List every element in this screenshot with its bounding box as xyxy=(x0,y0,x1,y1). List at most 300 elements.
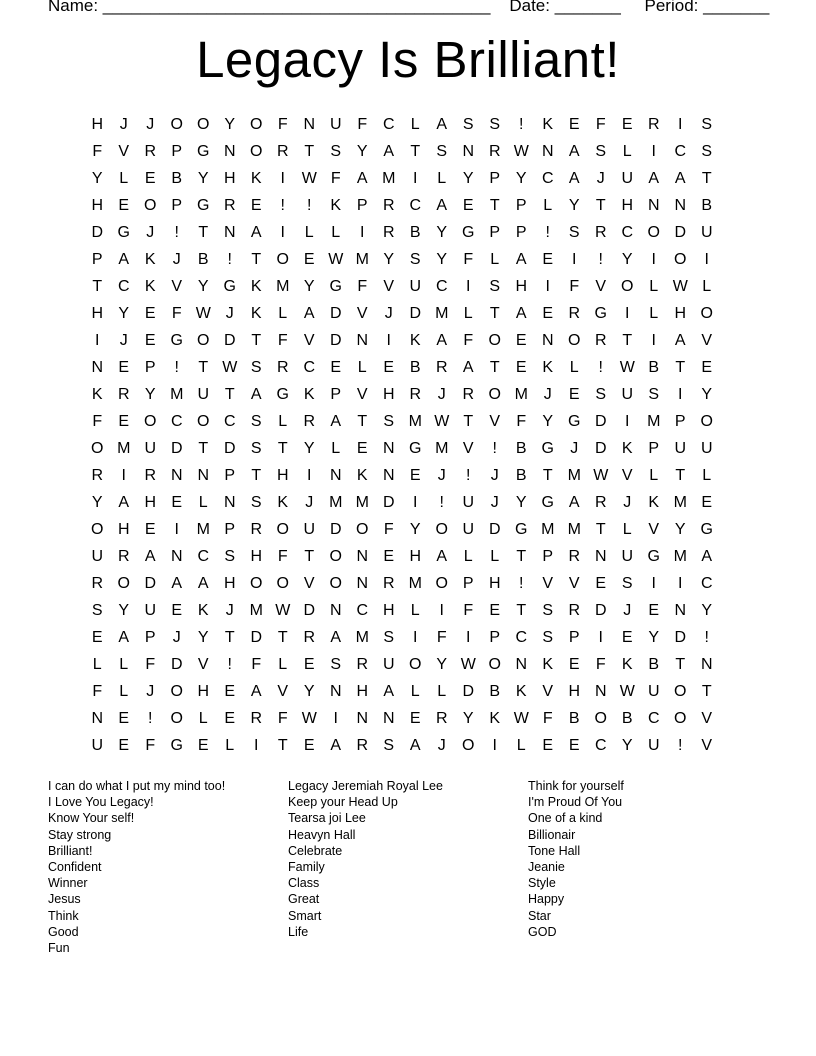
grid-letter[interactable]: I xyxy=(598,629,603,646)
grid-letter[interactable]: Y xyxy=(356,143,368,160)
grid-letter[interactable]: W xyxy=(619,359,635,376)
grid-letter[interactable]: B xyxy=(648,359,660,376)
grid-letter[interactable]: L xyxy=(463,305,473,322)
grid-letter[interactable]: W xyxy=(619,683,635,700)
grid-letter[interactable]: H xyxy=(197,683,210,700)
grid-letter[interactable]: I xyxy=(678,116,683,133)
grid-letter[interactable]: V xyxy=(489,413,501,430)
grid-letter[interactable]: N xyxy=(329,602,342,619)
grid-letter[interactable]: C xyxy=(621,224,634,241)
grid-letter[interactable]: S xyxy=(383,737,395,754)
grid-letter[interactable]: G xyxy=(647,548,660,565)
grid-letter[interactable]: N xyxy=(329,683,342,700)
grid-letter[interactable]: E xyxy=(621,116,633,133)
grid-letter[interactable]: D xyxy=(223,332,236,349)
grid-letter[interactable]: M xyxy=(673,494,687,511)
grid-letter[interactable]: H xyxy=(250,548,263,565)
grid-letter[interactable]: G xyxy=(276,386,289,403)
grid-letter[interactable]: I xyxy=(678,575,683,592)
grid-letter[interactable]: V xyxy=(303,332,315,349)
grid-letter[interactable]: R xyxy=(594,332,607,349)
grid-letter[interactable]: E xyxy=(250,197,262,214)
grid-letter[interactable]: W xyxy=(195,305,211,322)
grid-letter[interactable]: R xyxy=(303,629,316,646)
grid-letter[interactable]: I xyxy=(254,737,259,754)
grid-letter[interactable]: J xyxy=(437,467,446,484)
grid-letter[interactable]: I xyxy=(704,251,709,268)
grid-letter[interactable]: I xyxy=(280,224,285,241)
grid-letter[interactable]: S xyxy=(621,575,633,592)
grid-letter[interactable]: K xyxy=(197,602,209,619)
grid-letter[interactable]: T xyxy=(304,143,315,160)
grid-letter[interactable]: G xyxy=(568,413,581,430)
grid-letter[interactable]: N xyxy=(170,548,183,565)
grid-letter[interactable]: F xyxy=(92,413,103,430)
grid-letter[interactable]: Y xyxy=(621,251,633,268)
grid-letter[interactable]: ! xyxy=(280,197,285,214)
grid-letter[interactable]: W xyxy=(672,278,688,295)
grid-letter[interactable]: V xyxy=(277,683,289,700)
grid-letter[interactable]: Y xyxy=(224,116,236,133)
grid-letter[interactable]: R xyxy=(91,575,104,592)
grid-letter[interactable]: O xyxy=(117,575,130,592)
grid-letter[interactable]: R xyxy=(568,305,581,322)
grid-letter[interactable]: A xyxy=(568,170,580,187)
grid-letter[interactable]: R xyxy=(144,467,157,484)
grid-letter[interactable]: M xyxy=(170,386,184,403)
grid-letter[interactable]: M xyxy=(355,494,369,511)
grid-letter[interactable]: ! xyxy=(227,251,232,268)
grid-letter[interactable]: C xyxy=(223,413,236,430)
grid-letter[interactable]: A xyxy=(462,359,474,376)
grid-letter[interactable]: E xyxy=(409,710,421,727)
grid-letter[interactable]: T xyxy=(224,386,235,403)
grid-letter[interactable]: D xyxy=(329,305,342,322)
grid-letter[interactable]: N xyxy=(462,143,475,160)
grid-letter[interactable]: T xyxy=(198,224,209,241)
grid-letter[interactable]: T xyxy=(516,548,527,565)
grid-letter[interactable]: P xyxy=(462,575,474,592)
grid-letter[interactable]: F xyxy=(357,278,368,295)
grid-letter[interactable]: S xyxy=(462,116,474,133)
grid-letter[interactable]: N xyxy=(223,494,236,511)
grid-letter[interactable]: R xyxy=(435,710,448,727)
grid-letter[interactable]: L xyxy=(622,521,632,538)
grid-letter[interactable]: L xyxy=(225,737,235,754)
grid-letter[interactable]: D xyxy=(409,305,422,322)
grid-letter[interactable]: G xyxy=(541,440,554,457)
grid-letter[interactable]: D xyxy=(329,332,342,349)
grid-letter[interactable]: O xyxy=(170,116,183,133)
grid-letter[interactable]: K xyxy=(621,656,633,673)
grid-letter[interactable]: V xyxy=(568,575,580,592)
grid-letter[interactable]: L xyxy=(649,467,659,484)
grid-letter[interactable]: ! xyxy=(598,251,603,268)
period-field[interactable]: Period: _______ xyxy=(644,0,770,15)
grid-letter[interactable]: R xyxy=(594,224,607,241)
grid-letter[interactable]: E xyxy=(621,629,633,646)
grid-letter[interactable]: E xyxy=(118,737,130,754)
grid-letter[interactable]: E xyxy=(515,359,527,376)
grid-letter[interactable]: R xyxy=(356,656,369,673)
grid-letter[interactable]: S xyxy=(701,143,713,160)
grid-letter[interactable]: J xyxy=(225,602,234,619)
grid-letter[interactable]: S xyxy=(250,494,262,511)
grid-letter[interactable]: N xyxy=(91,710,104,727)
grid-letter[interactable]: T xyxy=(224,629,235,646)
grid-letter[interactable]: K xyxy=(277,494,289,511)
grid-letter[interactable]: O xyxy=(197,413,210,430)
grid-letter[interactable]: S xyxy=(409,251,421,268)
grid-letter[interactable]: I xyxy=(307,467,312,484)
grid-letter[interactable]: H xyxy=(144,494,157,511)
grid-letter[interactable]: R xyxy=(223,197,236,214)
grid-letter[interactable]: ! xyxy=(519,575,524,592)
grid-letter[interactable]: Y xyxy=(436,656,448,673)
grid-letter[interactable]: ! xyxy=(492,440,497,457)
grid-letter[interactable]: A xyxy=(144,548,156,565)
grid-letter[interactable]: O xyxy=(674,251,687,268)
grid-letter[interactable]: T xyxy=(277,629,288,646)
grid-letter[interactable]: T xyxy=(277,440,288,457)
grid-letter[interactable]: ! xyxy=(307,197,312,214)
grid-letter[interactable]: D xyxy=(594,413,607,430)
grid-letter[interactable]: K xyxy=(409,332,421,349)
grid-letter[interactable]: D xyxy=(594,440,607,457)
grid-letter[interactable]: C xyxy=(541,170,554,187)
grid-letter[interactable]: O xyxy=(329,548,342,565)
grid-letter[interactable]: T xyxy=(92,278,103,295)
grid-letter[interactable]: G xyxy=(541,494,554,511)
grid-letter[interactable]: V xyxy=(595,278,607,295)
grid-letter[interactable]: T xyxy=(489,305,500,322)
grid-letter[interactable]: L xyxy=(410,602,420,619)
grid-letter[interactable]: N xyxy=(647,197,660,214)
grid-letter[interactable]: U xyxy=(91,548,104,565)
grid-letter[interactable]: J xyxy=(146,224,155,241)
grid-letter[interactable]: U xyxy=(91,737,104,754)
grid-letter[interactable]: Y xyxy=(542,413,554,430)
grid-letter[interactable]: M xyxy=(196,521,210,538)
grid-letter[interactable]: R xyxy=(356,737,369,754)
grid-letter[interactable]: C xyxy=(382,116,395,133)
grid-letter[interactable]: U xyxy=(462,494,475,511)
grid-letter[interactable]: Y xyxy=(303,440,315,457)
grid-letter[interactable]: H xyxy=(91,305,104,322)
grid-letter[interactable]: ! xyxy=(148,710,153,727)
grid-letter[interactable]: P xyxy=(674,413,686,430)
grid-letter[interactable]: E xyxy=(701,359,713,376)
grid-letter[interactable]: T xyxy=(251,251,262,268)
grid-letter[interactable]: H xyxy=(382,386,395,403)
grid-letter[interactable]: O xyxy=(329,575,342,592)
grid-letter[interactable]: I xyxy=(413,170,418,187)
grid-letter[interactable]: I xyxy=(651,251,656,268)
grid-letter[interactable]: ! xyxy=(598,359,603,376)
grid-letter[interactable]: N xyxy=(197,467,210,484)
grid-letter[interactable]: E xyxy=(383,359,395,376)
grid-letter[interactable]: W xyxy=(513,710,529,727)
grid-letter[interactable]: K xyxy=(542,656,554,673)
grid-letter[interactable]: E xyxy=(224,683,236,700)
grid-letter[interactable]: L xyxy=(357,359,367,376)
grid-letter[interactable]: R xyxy=(382,224,395,241)
grid-letter[interactable]: C xyxy=(303,359,316,376)
grid-letter[interactable]: L xyxy=(198,494,208,511)
grid-letter[interactable]: T xyxy=(410,143,421,160)
grid-letter[interactable]: A xyxy=(118,629,130,646)
grid-letter[interactable]: C xyxy=(700,575,713,592)
grid-letter[interactable]: A xyxy=(118,251,130,268)
grid-letter[interactable]: B xyxy=(489,683,501,700)
grid-letter[interactable]: M xyxy=(514,386,528,403)
grid-letter[interactable]: U xyxy=(382,656,395,673)
grid-letter[interactable]: A xyxy=(197,575,209,592)
grid-letter[interactable]: G xyxy=(700,521,713,538)
grid-letter[interactable]: K xyxy=(542,359,554,376)
grid-letter[interactable]: U xyxy=(621,386,634,403)
grid-letter[interactable]: N xyxy=(674,602,687,619)
grid-letter[interactable]: V xyxy=(648,521,660,538)
grid-letter[interactable]: Y xyxy=(436,251,448,268)
grid-letter[interactable]: N xyxy=(223,224,236,241)
grid-letter[interactable]: Y xyxy=(701,386,713,403)
grid-letter[interactable]: S xyxy=(568,224,580,241)
grid-letter[interactable]: R xyxy=(568,548,581,565)
grid-letter[interactable]: Y xyxy=(515,494,527,511)
grid-letter[interactable]: G xyxy=(409,440,422,457)
grid-letter[interactable]: A xyxy=(674,332,686,349)
grid-letter[interactable]: M xyxy=(435,305,449,322)
grid-letter[interactable]: J xyxy=(543,386,552,403)
grid-letter[interactable]: ! xyxy=(678,737,683,754)
grid-letter[interactable]: F xyxy=(595,116,606,133)
grid-letter[interactable]: P xyxy=(356,197,368,214)
grid-letter[interactable]: U xyxy=(144,440,157,457)
grid-letter[interactable]: S xyxy=(250,359,262,376)
grid-letter[interactable]: M xyxy=(647,413,661,430)
grid-letter[interactable]: A xyxy=(436,548,448,565)
grid-letter[interactable]: E xyxy=(356,440,368,457)
grid-letter[interactable]: D xyxy=(329,521,342,538)
grid-letter[interactable]: O xyxy=(488,332,501,349)
grid-letter[interactable]: G xyxy=(170,332,183,349)
grid-letter[interactable]: Y xyxy=(197,170,209,187)
grid-letter[interactable]: R xyxy=(117,386,130,403)
grid-letter[interactable]: Y xyxy=(701,602,713,619)
grid-letter[interactable]: K xyxy=(250,305,262,322)
grid-letter[interactable]: O xyxy=(144,197,157,214)
grid-letter[interactable]: E xyxy=(409,467,421,484)
grid-letter[interactable]: L xyxy=(543,197,553,214)
grid-letter[interactable]: O xyxy=(700,305,713,322)
grid-letter[interactable]: L xyxy=(516,737,526,754)
grid-letter[interactable]: ! xyxy=(704,629,709,646)
grid-letter[interactable]: U xyxy=(647,683,660,700)
grid-letter[interactable]: V xyxy=(542,575,554,592)
grid-letter[interactable]: S xyxy=(542,602,554,619)
grid-letter[interactable]: L xyxy=(463,548,473,565)
grid-letter[interactable]: S xyxy=(595,386,607,403)
grid-letter[interactable]: O xyxy=(250,143,263,160)
grid-letter[interactable]: L xyxy=(702,467,712,484)
grid-letter[interactable]: T xyxy=(251,332,262,349)
grid-letter[interactable]: L xyxy=(649,305,659,322)
grid-letter[interactable]: M xyxy=(355,251,369,268)
grid-letter[interactable]: F xyxy=(330,170,341,187)
grid-letter[interactable]: O xyxy=(409,656,422,673)
grid-letter[interactable]: R xyxy=(91,467,104,484)
grid-letter[interactable]: O xyxy=(250,116,263,133)
grid-letter[interactable]: F xyxy=(436,629,447,646)
grid-letter[interactable]: A xyxy=(674,170,686,187)
grid-letter[interactable]: F xyxy=(463,251,474,268)
grid-letter[interactable]: L xyxy=(410,116,420,133)
grid-letter[interactable]: I xyxy=(413,629,418,646)
grid-letter[interactable]: O xyxy=(170,710,183,727)
grid-letter[interactable]: Y xyxy=(462,710,474,727)
grid-letter[interactable]: Y xyxy=(648,629,660,646)
grid-letter[interactable]: K xyxy=(250,278,262,295)
grid-letter[interactable]: O xyxy=(674,683,687,700)
grid-letter[interactable]: I xyxy=(280,170,285,187)
grid-letter[interactable]: J xyxy=(490,494,499,511)
grid-letter[interactable]: O xyxy=(568,332,581,349)
grid-letter[interactable]: O xyxy=(462,737,475,754)
grid-letter[interactable]: T xyxy=(489,359,500,376)
grid-letter[interactable]: I xyxy=(95,332,100,349)
grid-letter[interactable]: Y xyxy=(515,170,527,187)
grid-letter[interactable]: H xyxy=(488,575,501,592)
grid-letter[interactable]: A xyxy=(330,629,342,646)
grid-letter[interactable]: ! xyxy=(174,224,179,241)
grid-letter[interactable]: A xyxy=(118,494,130,511)
grid-letter[interactable]: P xyxy=(489,170,501,187)
grid-letter[interactable]: E xyxy=(144,170,156,187)
grid-letter[interactable]: Y xyxy=(303,278,315,295)
grid-letter[interactable]: O xyxy=(276,575,289,592)
grid-letter[interactable]: A xyxy=(171,575,183,592)
grid-letter[interactable]: F xyxy=(277,332,288,349)
grid-letter[interactable]: C xyxy=(356,602,369,619)
grid-letter[interactable]: U xyxy=(621,548,634,565)
grid-letter[interactable]: L xyxy=(331,440,341,457)
grid-letter[interactable]: U xyxy=(700,224,713,241)
grid-letter[interactable]: H xyxy=(568,683,581,700)
grid-letter[interactable]: M xyxy=(567,467,581,484)
grid-letter[interactable]: A xyxy=(515,251,527,268)
grid-letter[interactable]: B xyxy=(701,197,713,214)
grid-letter[interactable]: ! xyxy=(519,116,524,133)
grid-letter[interactable]: E xyxy=(542,251,554,268)
grid-letter[interactable]: W xyxy=(513,143,529,160)
grid-letter[interactable]: S xyxy=(489,278,501,295)
grid-letter[interactable]: B xyxy=(171,170,183,187)
grid-letter[interactable]: E xyxy=(568,656,580,673)
grid-letter[interactable]: R xyxy=(382,197,395,214)
grid-letter[interactable]: R xyxy=(303,413,316,430)
grid-letter[interactable]: S xyxy=(250,413,262,430)
grid-letter[interactable]: A xyxy=(436,197,448,214)
grid-letter[interactable]: S xyxy=(250,440,262,457)
grid-letter[interactable]: I xyxy=(386,332,391,349)
grid-letter[interactable]: M xyxy=(249,602,263,619)
grid-letter[interactable]: U xyxy=(647,737,660,754)
grid-letter[interactable]: R xyxy=(276,143,289,160)
grid-letter[interactable]: F xyxy=(145,656,156,673)
grid-letter[interactable]: O xyxy=(647,224,660,241)
grid-letter[interactable]: N xyxy=(356,548,369,565)
grid-letter[interactable]: K xyxy=(330,197,342,214)
grid-letter[interactable]: T xyxy=(463,413,474,430)
grid-letter[interactable]: A xyxy=(701,548,713,565)
grid-letter[interactable]: ! xyxy=(439,494,444,511)
grid-letter[interactable]: O xyxy=(435,575,448,592)
grid-letter[interactable]: O xyxy=(276,251,289,268)
grid-letter[interactable]: I xyxy=(651,575,656,592)
grid-letter[interactable]: I xyxy=(333,710,338,727)
grid-letter[interactable]: D xyxy=(382,494,395,511)
grid-letter[interactable]: I xyxy=(572,251,577,268)
grid-letter[interactable]: T xyxy=(542,467,553,484)
grid-letter[interactable]: T xyxy=(198,440,209,457)
grid-letter[interactable]: L xyxy=(437,170,447,187)
grid-letter[interactable]: L xyxy=(198,710,208,727)
grid-letter[interactable]: ! xyxy=(174,359,179,376)
grid-letter[interactable]: H xyxy=(91,197,104,214)
grid-letter[interactable]: O xyxy=(700,413,713,430)
grid-letter[interactable]: E xyxy=(171,494,183,511)
grid-letter[interactable]: E xyxy=(144,332,156,349)
grid-letter[interactable]: G xyxy=(329,278,342,295)
grid-letter[interactable]: Y xyxy=(409,521,421,538)
grid-letter[interactable]: R xyxy=(568,602,581,619)
grid-letter[interactable]: F xyxy=(516,413,527,430)
grid-letter[interactable]: A xyxy=(409,737,421,754)
grid-letter[interactable]: N xyxy=(223,143,236,160)
grid-letter[interactable]: E xyxy=(118,413,130,430)
grid-letter[interactable]: J xyxy=(623,602,632,619)
grid-letter[interactable]: O xyxy=(356,521,369,538)
grid-letter[interactable]: ! xyxy=(227,656,232,673)
grid-letter[interactable]: K xyxy=(648,494,660,511)
grid-letter[interactable]: O xyxy=(594,710,607,727)
grid-letter[interactable]: S xyxy=(542,629,554,646)
grid-letter[interactable]: H xyxy=(409,548,422,565)
grid-letter[interactable]: E xyxy=(701,494,713,511)
grid-letter[interactable]: E xyxy=(595,575,607,592)
grid-letter[interactable]: U xyxy=(144,602,157,619)
grid-letter[interactable]: Y xyxy=(91,494,103,511)
grid-letter[interactable]: V xyxy=(701,332,713,349)
grid-letter[interactable]: E xyxy=(568,737,580,754)
grid-letter[interactable]: J xyxy=(490,467,499,484)
grid-letter[interactable]: W xyxy=(301,710,317,727)
grid-letter[interactable]: S xyxy=(595,143,607,160)
grid-letter[interactable]: S xyxy=(701,116,713,133)
grid-letter[interactable]: Y xyxy=(118,602,130,619)
grid-letter[interactable]: T xyxy=(489,197,500,214)
grid-letter[interactable]: K xyxy=(621,440,633,457)
grid-letter[interactable]: J xyxy=(596,170,605,187)
grid-letter[interactable]: F xyxy=(595,656,606,673)
grid-letter[interactable]: O xyxy=(197,116,210,133)
grid-letter[interactable]: Y xyxy=(197,278,209,295)
grid-letter[interactable]: R xyxy=(594,494,607,511)
grid-letter[interactable]: Y xyxy=(303,683,315,700)
grid-letter[interactable]: R xyxy=(250,521,263,538)
grid-letter[interactable]: I xyxy=(360,224,365,241)
